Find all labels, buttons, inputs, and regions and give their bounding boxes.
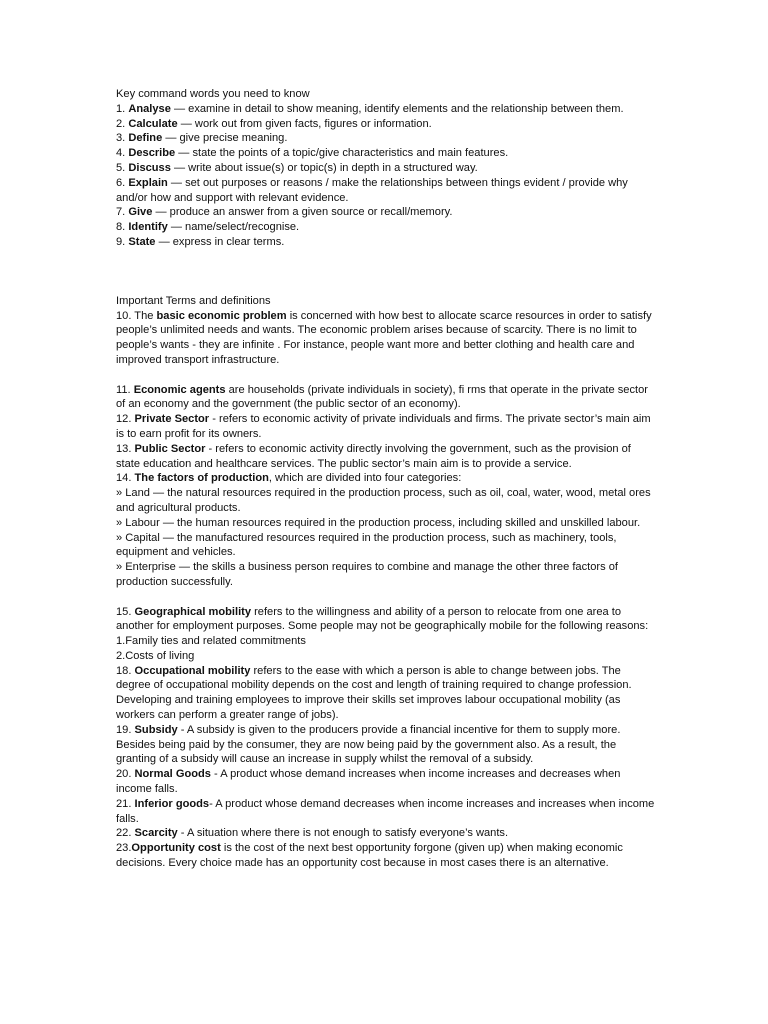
item-number: 18. xyxy=(116,664,135,677)
item-number: 5. xyxy=(116,161,129,174)
command-word-definition: — produce an answer from a given source or recall/memory. xyxy=(152,206,453,219)
item-number: 15. xyxy=(116,605,135,618)
command-word: State xyxy=(128,235,156,248)
command-words-list xyxy=(116,102,656,250)
item-number: 22. xyxy=(116,827,135,840)
item-number: 19. xyxy=(116,723,135,736)
command-word-item xyxy=(116,146,656,161)
item-number: 3. xyxy=(116,132,129,145)
command-word-item xyxy=(116,220,656,235)
command-word-definition: — state the points of a topic/give characteristics and main features. xyxy=(175,147,509,160)
command-word-item xyxy=(116,102,656,117)
factor-item: » Land — the natural resources required in the production process, such as oil, coal, water, wood, metal ores and agricultural products. xyxy=(116,487,651,514)
defined-term: The factors of production xyxy=(134,472,269,485)
factor-item: » Labour — the human resources required in the production process, including skilled and unskilled labour. xyxy=(116,516,641,529)
item-number: 12. xyxy=(116,413,135,426)
item-number: 2. xyxy=(116,117,129,130)
item-number: 4. xyxy=(116,147,129,160)
item-number: 9. xyxy=(116,235,129,248)
command-word-item xyxy=(116,235,656,250)
definition-text: - refers to economic activity directly involving the government, such as the provision of state education and healthcare services. The public sector’s main aim is to provide a service. xyxy=(116,442,631,470)
definition-item xyxy=(116,605,656,635)
command-word-definition: — express in clear terms. xyxy=(155,235,285,248)
defined-term: Normal Goods xyxy=(134,768,211,781)
reason-item: 2.Costs of living xyxy=(116,649,195,662)
command-word-definition: — give precise meaning. xyxy=(162,132,288,145)
spacer xyxy=(116,250,656,294)
definition-item xyxy=(116,309,656,368)
command-word-definition: — examine in detail to show meaning, identify elements and the relationship between them. xyxy=(170,102,624,115)
definition-text: , which are divided into four categories: xyxy=(268,472,462,485)
definition-item xyxy=(116,797,656,827)
defined-term: Scarcity xyxy=(134,827,178,840)
defined-term: Private Sector xyxy=(134,413,210,426)
item-number: 7. xyxy=(116,206,129,219)
item-number: 20. xyxy=(116,768,135,781)
item-number: 13. xyxy=(116,442,135,455)
spacer xyxy=(116,590,656,605)
definition-item xyxy=(116,826,656,841)
command-words-heading: Key command words you need to know xyxy=(116,88,310,100)
command-word: Identify xyxy=(128,221,168,234)
command-word-definition: — set out purposes or reasons / make the relationships between things evident / provide why and/or how and support with relevant evidence. xyxy=(116,176,628,204)
command-word-item xyxy=(116,161,656,176)
defined-term: Opportunity cost xyxy=(131,842,221,855)
definition-item xyxy=(116,723,656,767)
definition-text: is the cost of the next best opportunity forgone (given up) when making economic decisions. Every choice made has an opportunity cost because in most cases there is an alternative. xyxy=(116,842,623,870)
definition-text: - A product whose demand increases when income increases and decreases when income falls. xyxy=(116,768,621,796)
defined-term: Subsidy xyxy=(134,723,178,736)
terms-heading: Important Terms and definitions xyxy=(116,294,271,307)
definition-text: are households (private individuals in society), fi rms that operate in the private sector of an economy and the government (the public sector of an economy). xyxy=(116,383,648,411)
defined-term: basic economic problem xyxy=(156,309,287,322)
definition-text: - A product whose demand decreases when income increases and increases when income falls. xyxy=(116,797,655,825)
command-word: Describe xyxy=(128,147,176,160)
defined-term: Geographical mobility xyxy=(134,605,252,618)
command-word: Calculate xyxy=(128,117,178,130)
definition-text: is concerned with how best to allocate scarce resources in order to satisfy people’s unlimited needs and wants. The economic problem arises because of scarcity. There is no limit to people’s wants - they are infinite . For instance, people want more and better clothing and health care and improved transport infrastructure. xyxy=(116,309,652,366)
item-number: 1. xyxy=(116,102,129,115)
definition-item xyxy=(116,664,656,723)
command-word: Explain xyxy=(128,176,168,189)
command-word-definition: — write about issue(s) or topic(s) in depth in a structured way. xyxy=(170,161,478,174)
spacer xyxy=(116,368,656,383)
command-word-item xyxy=(116,131,656,146)
command-word-definition: — work out from given facts, figures or information. xyxy=(177,117,432,130)
item-number: 11. xyxy=(116,383,134,396)
command-word: Discuss xyxy=(128,161,171,174)
definition-text: - A situation where there is not enough to satisfy everyone’s wants. xyxy=(177,827,509,840)
definition-item xyxy=(116,841,656,871)
command-word: Define xyxy=(128,132,163,145)
definition-item xyxy=(116,767,656,797)
definition-item xyxy=(116,412,656,442)
item-number: 21. xyxy=(116,797,135,810)
definition-item xyxy=(116,383,656,413)
defined-term: Inferior goods xyxy=(134,797,210,810)
factor-item: » Capital — the manufactured resources required in the production process, such as machinery, tools, equipment and vehicles. xyxy=(116,531,617,559)
factor-item: » Enterprise — the skills a business person requires to combine and manage the other three factors of production successfully. xyxy=(116,561,618,588)
definition-text: - refers to economic activity of private individuals and firms. The private sector’s main aim is to earn profit for its owners. xyxy=(116,413,651,440)
reason-item: 1.Family ties and related commitments xyxy=(116,635,306,648)
command-word-definition: — name/select/recognise. xyxy=(167,221,300,234)
definition-text: - A subsidy is given to the producers provide a financial incentive for them to supply more. Besides being paid by the consumer, they are now being paid by the government also. As a result, the granting of a subsidy will cause an increase in supply whilst the removal of a subsidy. xyxy=(116,723,621,766)
command-word-item xyxy=(116,176,656,206)
item-number: 10. The xyxy=(116,309,157,322)
command-word: Give xyxy=(128,206,153,219)
item-number: 14. xyxy=(116,472,135,485)
definition-item xyxy=(116,442,656,472)
definition-text: refers to the willingness and ability of a person to relocate from one area to another for employment purposes. Some people may not be geographically mobile for the following reasons: xyxy=(116,605,649,633)
defined-term: Economic agents xyxy=(133,383,226,396)
item-number: 23. xyxy=(116,842,132,855)
command-word: Analyse xyxy=(128,102,171,115)
defined-term: Occupational mobility xyxy=(134,664,251,677)
definition-text: refers to the ease with which a person is able to change between jobs. The degree of occupational mobility depends on the cost and length of training required to change profession. Developing and training employees to improve their skills set improves labour occupational mobility (as workers can perform a greater range of jobs). xyxy=(116,664,632,722)
defined-term: Public Sector xyxy=(134,442,206,455)
command-word-item xyxy=(116,117,656,132)
item-number: 8. xyxy=(116,221,129,234)
command-word-item xyxy=(116,205,656,220)
item-number: 6. xyxy=(116,176,129,189)
document-page xyxy=(116,87,656,871)
definition-item xyxy=(116,471,656,486)
